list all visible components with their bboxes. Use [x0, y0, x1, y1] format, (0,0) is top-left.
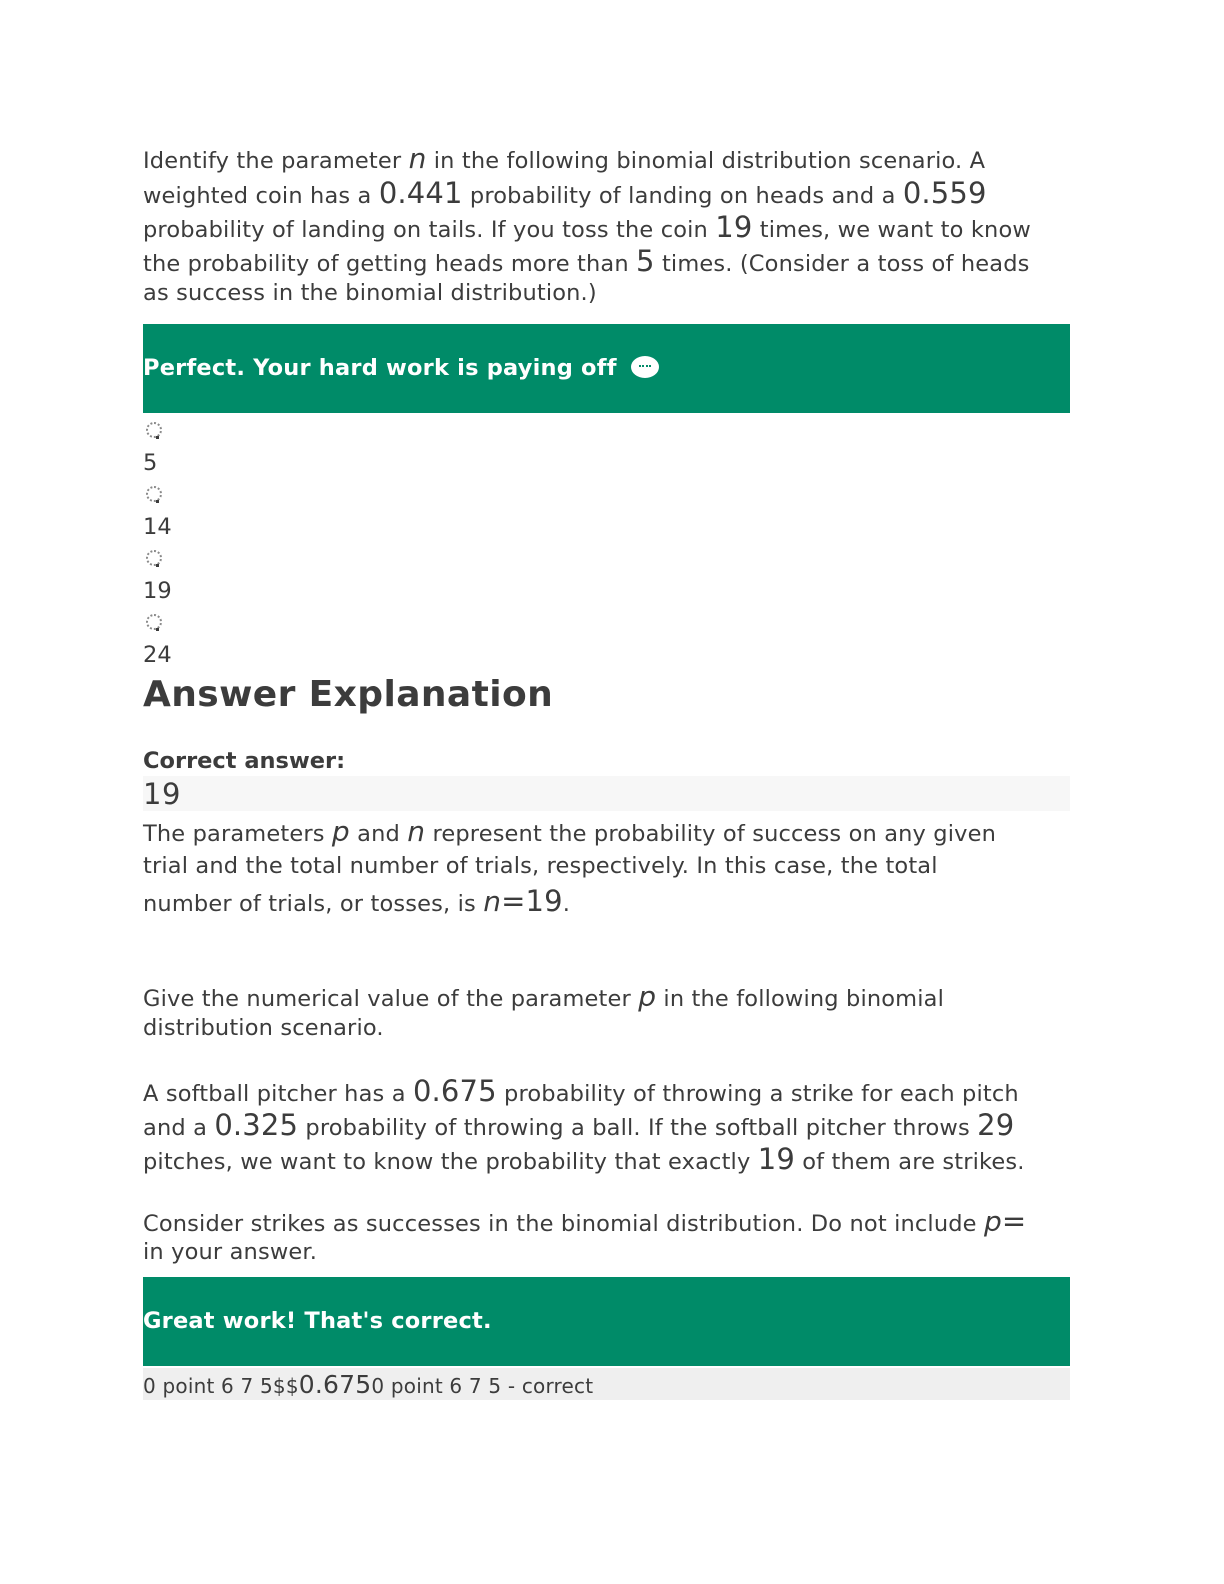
question-line: weighted coin has a 0.441 probability of landing on heads and a 0.559: [143, 176, 987, 210]
question-line: pitches, we want to know the probability that exactly 19 of them are strikes.: [143, 1142, 1025, 1176]
radio-icon[interactable]: [146, 550, 162, 566]
explanation-heading: Answer Explanation: [143, 674, 554, 715]
question-line: A softball pitcher has a 0.675 probability of throwing a strike for each pitch: [143, 1074, 1019, 1108]
math-number: 0.325: [214, 1108, 299, 1142]
math-number: 29: [977, 1108, 1015, 1142]
math-number: 0.441: [378, 176, 463, 210]
explanation-line: trial and the total number of trials, respectively. In this case, the total: [143, 853, 938, 879]
option-label: 14: [143, 514, 172, 540]
answer-suffix: 0 point 6 7 5 - correct: [371, 1374, 594, 1398]
question-line: and a 0.325 probability of throwing a ball. If the softball pitcher throws 29: [143, 1108, 1015, 1142]
answer-value: 0.675: [298, 1370, 372, 1399]
math-variable: p: [638, 980, 657, 1013]
option-label: 5: [143, 450, 158, 476]
math-variable: p: [983, 1205, 1002, 1238]
question-line: the probability of getting heads more than 5 times. (Consider a toss of heads: [143, 244, 1030, 278]
question-line: Consider strikes as successes in the binomial distribution. Do not include p=: [143, 1204, 1027, 1238]
option-item[interactable]: [143, 482, 1070, 546]
question-1-text: [143, 142, 1070, 308]
banner-tab-notch: [143, 413, 183, 416]
question-line: Give the numerical value of the parameter p in the following binomial: [143, 980, 944, 1013]
math-variable: n: [483, 885, 502, 918]
answer-prefix: 0 point 6 7 5$$: [143, 1374, 299, 1398]
math-number: 5: [636, 244, 655, 278]
question-line: as success in the binomial distribution.): [143, 280, 597, 306]
math-number: 19: [715, 210, 753, 244]
option-item[interactable]: [143, 546, 1070, 610]
option-item[interactable]: [143, 610, 1070, 674]
option-label: 19: [143, 578, 172, 604]
correct-answer-value: 19: [143, 776, 1070, 811]
math-variable: n: [408, 142, 427, 175]
radio-icon[interactable]: [146, 422, 162, 438]
feedback-text: Perfect. Your hard work is paying off: [143, 355, 617, 381]
option-label: 24: [143, 642, 172, 668]
smiley-icon: [631, 356, 659, 378]
radio-icon[interactable]: [146, 614, 162, 630]
answer-options: [143, 418, 1070, 674]
explanation-text: [143, 814, 1070, 919]
math-variable: p: [331, 815, 350, 848]
math-number: =: [1001, 1204, 1027, 1238]
math-variable: n: [407, 815, 426, 848]
submitted-answer-row: [143, 1368, 1070, 1400]
feedback-banner-correct: [143, 324, 1070, 413]
correct-answer-label: Correct answer:: [143, 748, 346, 774]
question-line: probability of landing on tails. If you toss the coin 19 times, we want to know: [143, 210, 1031, 244]
option-item[interactable]: [143, 418, 1070, 482]
feedback-banner-correct: [143, 1277, 1070, 1366]
radio-icon[interactable]: [146, 486, 162, 502]
question-line: in your answer.: [143, 1239, 318, 1265]
math-number: =19: [501, 884, 563, 918]
math-number: 0.559: [902, 176, 987, 210]
question-line: distribution scenario.: [143, 1015, 384, 1041]
math-number: 0.675: [412, 1074, 497, 1108]
question-line: Identify the parameter n in the following binomial distribution scenario. A: [143, 142, 986, 175]
explanation-line: number of trials, or tosses, is n=19.: [143, 884, 571, 918]
explanation-line: The parameters p and n represent the probability of success on any given: [143, 815, 997, 848]
feedback-text: Great work! That's correct.: [143, 1308, 492, 1334]
math-number: 19: [757, 1142, 795, 1176]
question-2-text: [143, 980, 1070, 1267]
